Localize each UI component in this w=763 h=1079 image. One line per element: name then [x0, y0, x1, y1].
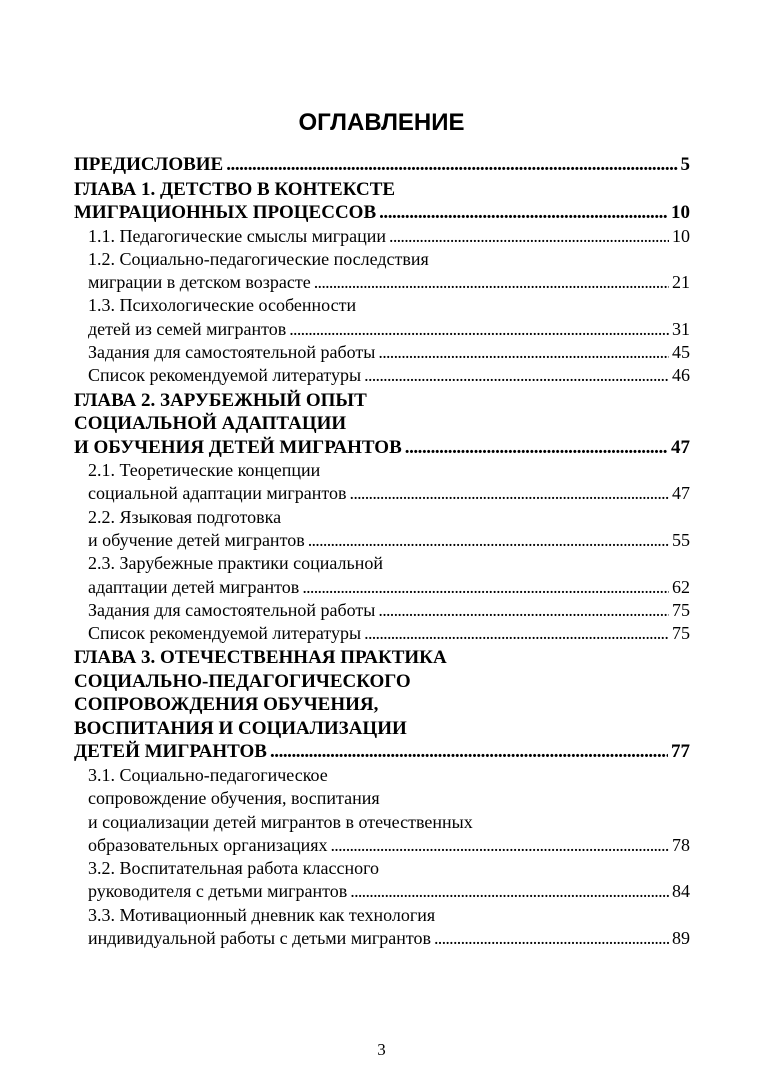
page-title: ОГЛАВЛЕНИЕ — [298, 109, 465, 136]
toc-entry-title-line: руководителя с детьми мигрантов — [88, 881, 348, 902]
toc-page-number: 46 — [672, 365, 690, 386]
toc-entry-title-line: МИГРАЦИОННЫХ ПРОЦЕССОВ — [74, 202, 377, 223]
toc-entry-leader-line — [74, 201, 690, 225]
toc-entry-title-line: адаптации детей мигрантов — [88, 576, 300, 597]
dot-leader — [364, 364, 669, 387]
toc-chapter-entry — [74, 178, 690, 225]
toc-entry-title-line: и социализации детей мигрантов в отечественных — [88, 811, 473, 832]
toc-entry-title-line: И ОБУЧЕНИЯ ДЕТЕЙ МИГРАНТОВ — [74, 436, 402, 458]
toc-page-number: 31 — [672, 318, 690, 339]
toc-entry-title-line: 2.1. Теоретические концепции — [88, 460, 321, 481]
toc-section-entry — [74, 764, 690, 857]
toc-page-number: 47 — [672, 483, 690, 504]
dot-leader — [378, 341, 669, 364]
toc-chapter-entry — [74, 153, 690, 177]
toc-entry-title-line: 1.1. Педагогические смыслы миграции — [88, 225, 387, 246]
toc-page-number: 62 — [672, 576, 690, 597]
toc-entry-leader-line — [88, 318, 690, 341]
toc-entry-leader-line — [88, 341, 690, 364]
toc-entry-title-line: ГЛАВА 3. ОТЕЧЕСТВЕННАЯ ПРАКТИКА — [74, 647, 447, 669]
toc-entry-title-line: миграции в детском возрасте — [88, 272, 311, 293]
dot-leader — [389, 225, 669, 248]
toc-section-entry — [74, 622, 690, 645]
dot-leader — [308, 529, 669, 552]
toc-page-number: 75 — [672, 623, 690, 644]
toc-entry-leader-line — [88, 576, 690, 599]
dot-leader — [364, 622, 669, 645]
toc-section-entry — [74, 857, 690, 904]
toc-page-number: 89 — [672, 928, 690, 949]
toc-entry-title-line: СОПРОВОЖДЕНИЯ ОБУЧЕНИЯ, — [74, 694, 379, 716]
toc-section-entry — [74, 225, 690, 248]
toc-entry-title-line: ГЛАВА 1. ДЕТСТВО В КОНТЕКСТЕ — [74, 178, 396, 200]
toc-page-number: 78 — [672, 834, 690, 855]
toc-entry-leader-line — [88, 225, 690, 248]
toc-entry-leader-line — [88, 834, 690, 857]
toc-section-entry — [74, 599, 690, 622]
dot-leader — [350, 482, 669, 505]
toc-page-number: 45 — [672, 341, 690, 362]
toc-entry-title-line: ДЕТЕЙ МИГРАНТОВ — [74, 741, 267, 763]
toc-entry-title-line: 2.2. Языковая подготовка — [88, 506, 282, 527]
toc-page-number: 77 — [671, 741, 690, 763]
toc-page-number: 10 — [671, 202, 690, 223]
toc-section-entry — [74, 552, 690, 599]
toc-entry-title-line: 1.2. Социально-педагогические последствия — [88, 248, 429, 269]
toc-entry-leader-line — [88, 927, 690, 950]
toc-entry-leader-line — [88, 622, 690, 645]
toc-entry-leader-line — [88, 599, 690, 622]
toc-section-entry — [74, 904, 690, 951]
toc-section-entry — [74, 341, 690, 364]
toc-entry-leader-line — [88, 364, 690, 387]
toc-entry-title-line: Задания для самостоятельной работы — [88, 341, 376, 362]
toc-page-number: 10 — [672, 225, 690, 246]
toc-page-number: 75 — [672, 599, 690, 620]
dot-leader — [378, 599, 669, 622]
dot-leader — [226, 153, 677, 177]
dot-leader — [350, 880, 669, 903]
toc-entry-title-line: Список рекомендуемой литературы — [88, 623, 362, 644]
toc-entry-leader-line — [74, 153, 690, 177]
dot-leader — [379, 201, 668, 225]
toc-entry-leader-line — [88, 880, 690, 903]
toc-entry-title-line: Список рекомендуемой литературы — [88, 365, 362, 386]
toc-page-number: 47 — [671, 436, 690, 458]
toc-section-entry — [74, 294, 690, 341]
dot-leader — [331, 834, 670, 857]
toc-entry-title-line: ВОСПИТАНИЯ И СОЦИАЛИЗАЦИИ — [74, 717, 407, 739]
toc-section-entry — [74, 248, 690, 295]
toc-page-number: 5 — [680, 154, 690, 175]
page-number: 3 — [377, 1040, 386, 1059]
toc-entry-title-line: детей из семей мигрантов — [88, 318, 287, 339]
toc-entry-leader-line — [88, 482, 690, 505]
dot-leader — [405, 436, 668, 460]
toc-page-number: 21 — [672, 272, 690, 293]
toc-entry-title-line: СОЦИАЛЬНОЙ АДАПТАЦИИ — [74, 413, 347, 435]
toc-section-entry — [74, 506, 690, 553]
toc-chapter-entry — [74, 389, 690, 460]
toc-entry-leader-line — [88, 271, 690, 294]
toc-entry-title-line: и обучение детей мигрантов — [88, 529, 305, 550]
toc-section-entry — [74, 364, 690, 387]
table-of-contents — [74, 152, 690, 950]
dot-leader — [289, 318, 669, 341]
dot-leader — [270, 740, 668, 764]
toc-entry-title-line: Задания для самостоятельной работы — [88, 599, 376, 620]
dot-leader — [434, 927, 669, 950]
toc-entry-title-line: сопровождение обучения, воспитания — [88, 788, 380, 809]
toc-entry-title-line: индивидуальной работы с детьми мигрантов — [88, 928, 431, 949]
toc-entry-title-line: 3.3. Мотивационный дневник как технология — [88, 904, 436, 925]
toc-entry-leader-line — [88, 529, 690, 552]
toc-entry-title-line: 2.3. Зарубежные практики социальной — [88, 553, 383, 574]
toc-entry-leader-line — [74, 436, 690, 460]
dot-leader — [314, 271, 669, 294]
toc-entry-leader-line — [74, 740, 690, 764]
toc-entry-title-line: образовательных организациях — [88, 834, 328, 855]
toc-page-number: 84 — [672, 881, 690, 902]
toc-entry-title-line: 3.2. Воспитательная работа классного — [88, 858, 380, 879]
toc-entry-title-line: социальной адаптации мигрантов — [88, 483, 347, 504]
toc-entry-title-line: 3.1. Социально-педагогическое — [88, 764, 328, 785]
toc-entry-title-line: ПРЕДИСЛОВИЕ — [74, 154, 224, 175]
toc-section-entry — [74, 459, 690, 506]
toc-entry-title-line: 1.3. Психологические особенности — [88, 295, 357, 316]
toc-entry-title-line: СОЦИАЛЬНО-ПЕДАГОГИЧЕСКОГО — [74, 670, 411, 692]
toc-entry-title-line: ГЛАВА 2. ЗАРУБЕЖНЫЙ ОПЫТ — [74, 389, 367, 411]
toc-chapter-entry — [74, 646, 690, 764]
toc-page-number: 55 — [672, 529, 690, 550]
dot-leader — [302, 576, 669, 599]
